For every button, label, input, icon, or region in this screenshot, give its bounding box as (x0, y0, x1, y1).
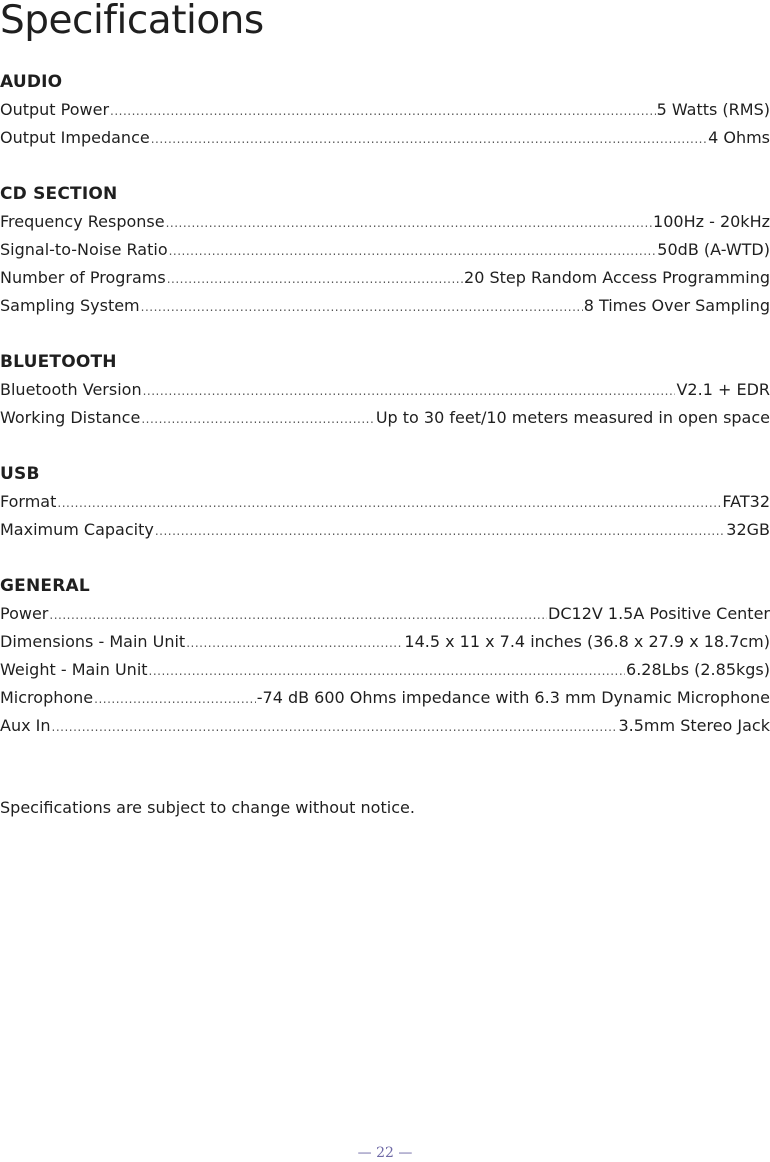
dot-leader (94, 685, 256, 712)
spec-row-working-distance (0, 404, 770, 432)
spec-value: DC12V 1.5A Positive Center (548, 604, 770, 623)
spec-value: FAT32 (722, 492, 770, 511)
dot-leader (110, 97, 656, 124)
dot-leader (57, 489, 721, 516)
page-title: Specifications (0, 0, 264, 43)
dot-leader (186, 629, 403, 656)
section-cd (0, 180, 770, 320)
spec-label: Output Impedance (0, 128, 150, 147)
spec-value: 14.5 x 11 x 7.4 inches (36.8 x 27.9 x 18.7cm) (404, 632, 770, 651)
spec-label: Format (0, 492, 57, 511)
spec-label: Microphone (0, 688, 94, 707)
dot-leader (151, 125, 707, 152)
spec-value: Up to 30 feet/10 meters measured in open space (375, 408, 770, 427)
section-heading: BLUETOOTH (0, 352, 117, 372)
specifications-list (0, 68, 770, 768)
dot-leader (141, 405, 375, 432)
section-heading: GENERAL (0, 576, 90, 596)
spec-label: Number of Programs (0, 268, 166, 287)
section-audio (0, 68, 770, 152)
dot-leader (49, 601, 547, 628)
dot-leader (52, 713, 618, 740)
dot-leader (155, 517, 725, 544)
spec-label: Dimensions - Main Unit (0, 632, 186, 651)
dot-leader (141, 293, 583, 320)
spec-label: Power (0, 604, 49, 623)
spec-row-frequency-response (0, 208, 770, 236)
spec-label: Working Distance (0, 408, 141, 427)
spec-row-microphone (0, 684, 770, 712)
spec-value: 4 Ohms (708, 128, 770, 147)
spec-value: 3.5mm Stereo Jack (618, 716, 770, 735)
section-heading: CD SECTION (0, 184, 118, 204)
spec-value: 20 Step Random Access Programming (464, 268, 770, 287)
page-number: — 22 — (357, 1145, 413, 1161)
spec-row-sampling-system (0, 292, 770, 320)
spec-row-bluetooth-version (0, 376, 770, 404)
dot-leader (167, 265, 463, 292)
section-usb (0, 460, 770, 544)
spec-label: Bluetooth Version (0, 380, 142, 399)
spec-row-weight (0, 656, 770, 684)
dot-leader (149, 657, 625, 684)
spec-row-number-of-programs (0, 264, 770, 292)
spec-label: Maximum Capacity (0, 520, 154, 539)
spec-label: Signal-to-Noise Ratio (0, 240, 168, 259)
spec-label: Frequency Response (0, 212, 165, 231)
spec-value: V2.1 + EDR (676, 380, 770, 399)
dot-leader (143, 377, 676, 404)
section-heading: USB (0, 464, 40, 484)
spec-value: -74 dB 600 Ohms impedance with 6.3 mm Dynamic Microphone (256, 688, 770, 707)
spec-row-aux-in (0, 712, 770, 740)
dot-leader (169, 237, 657, 264)
spec-row-format (0, 488, 770, 516)
spec-row-output-power (0, 96, 770, 124)
section-general (0, 572, 770, 740)
spec-label: Sampling System (0, 296, 140, 315)
spec-value: 8 Times Over Sampling (583, 296, 770, 315)
spec-row-dimensions (0, 628, 770, 656)
spec-row-maximum-capacity (0, 516, 770, 544)
spec-value: 6.28Lbs (2.85kgs) (626, 660, 770, 679)
spec-label: Aux In (0, 716, 51, 735)
spec-label: Weight - Main Unit (0, 660, 148, 679)
spec-value: 5 Watts (RMS) (656, 100, 770, 119)
spec-row-signal-to-noise (0, 236, 770, 264)
section-heading: AUDIO (0, 72, 63, 92)
spec-value: 50dB (A-WTD) (657, 240, 770, 259)
section-bluetooth (0, 348, 770, 432)
spec-row-power (0, 600, 770, 628)
dot-leader (166, 209, 652, 236)
spec-label: Output Power (0, 100, 110, 119)
spec-value: 32GB (726, 520, 770, 539)
spec-value: 100Hz - 20kHz (653, 212, 770, 231)
disclaimer-note: Specifications are subject to change without notice. (0, 798, 415, 817)
spec-row-output-impedance (0, 124, 770, 152)
